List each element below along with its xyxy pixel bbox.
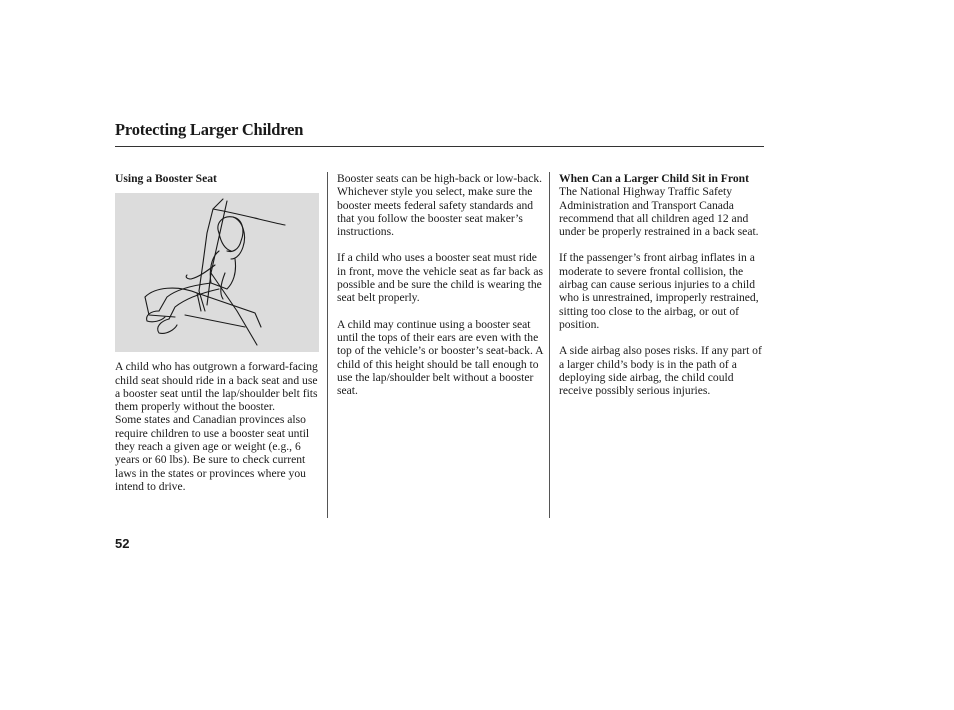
paragraph-outgrown: A child who has outgrown a forward-facing child seat should ride in a back seat and use a booster seat until the lap/shoulder belt fits them properly without the booster. xyxy=(115,360,318,414)
column-3 xyxy=(559,172,764,397)
child-in-booster-drawing xyxy=(115,193,319,352)
title-rule xyxy=(115,146,764,147)
page-number: 52 xyxy=(115,536,130,551)
page-title: Protecting Larger Children xyxy=(115,120,304,139)
section-heading-booster: Using a Booster Seat xyxy=(115,172,217,185)
paragraph-side-airbag: A side airbag also poses risks. If any part of a larger child’s body is in the path of a deploying side airbag, the child could receive possibly serious injuries. xyxy=(559,344,762,398)
column-1 xyxy=(115,172,321,493)
section-heading-sit-in-front: When Can a Larger Child Sit in Front xyxy=(559,172,749,185)
column-divider-2 xyxy=(549,172,550,518)
column-divider-1 xyxy=(327,172,328,518)
paragraph-ride-in-front: If a child who uses a booster seat must ride in front, move the vehicle seat as far back as possible and be sure the child is wearing the seat belt properly. xyxy=(337,251,544,305)
paragraph-front-airbag: If the passenger’s front airbag inflates in a moderate to severe frontal collision, the airbag can cause serious injuries to a child who is unrestrained, improperly restrained, sitting too close to the airbag, or out of position. xyxy=(559,251,759,331)
paragraph-continue-using: A child may continue using a booster seat until the tops of their ears are even with the top of the vehicle’s or booster’s seat-back. A child of this height should be tall enough to use the lap/shoulder belt without a booster seat. xyxy=(337,317,543,398)
column-2 xyxy=(337,172,547,397)
paragraph-nhtsa-recommendation: The National Highway Traffic Safety Administration and Transport Canada recommend that all children aged 12 and under be properly restrained in a back seat. xyxy=(559,185,759,239)
booster-seat-illustration xyxy=(115,193,319,352)
paragraph-booster-types: Booster seats can be high-back or low-back. Whichever style you select, make sure the booster meets federal safety standards and that you follow the booster seat maker’s instructions. xyxy=(337,172,543,239)
paragraph-state-laws: Some states and Canadian provinces also require children to use a booster seat until they reach a given age or weight (e.g., 6 years or 60 lbs). Be sure to check current laws in the states or provinces where you intend to drive. xyxy=(115,413,310,493)
